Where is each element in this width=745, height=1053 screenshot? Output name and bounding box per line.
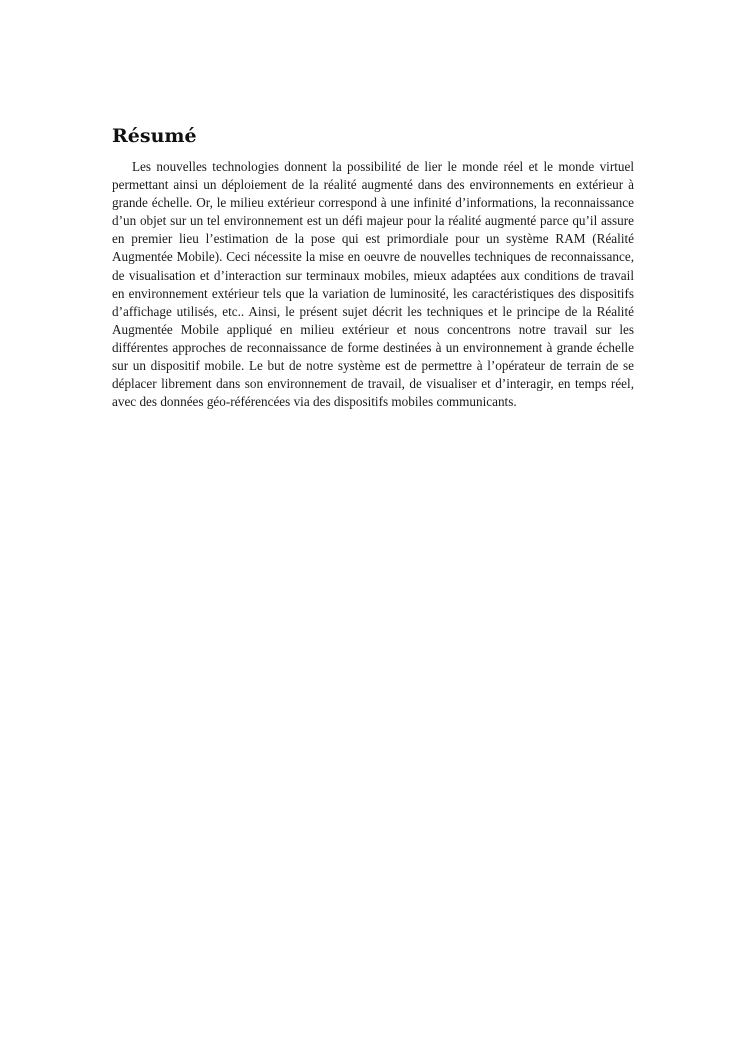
abstract-section bbox=[112, 124, 634, 411]
abstract-paragraph: Les nouvelles technologies donnent la possibilité de lier le monde réel et le monde virtuel permettant ainsi un déploiement de la réalité augmenté dans des environnements en extérieur à grande échelle. Or, le milieu extérieur correspond à une infinité d’informations, la reconnaissance d’un objet sur un tel environnement est un défi majeur pour la réalité augmenté parce qu’il assure en premier lieu l’estimation de la pose qui est primordiale pour un système RAM (Réalité Augmentée Mobile). Ceci nécessite la mise en oeuvre de nouvelles techniques de reconnaissance, de visualisation et d’interaction sur terminaux mobiles, mieux adaptées aux conditions de travail en environnement extérieur tels que la variation de luminosité, les caractéristiques des dispositifs d’affichage utilisés, etc.. Ainsi, le présent sujet décrit les techniques et le principe de la Réalité Augmentée Mobile appliqué en milieu extérieur et nous concentrons notre travail sur les différentes approches de reconnaissance de forme destinées à un environnement à grande échelle sur un dispositif mobile. Le but de notre système est de permettre à l’opérateur de terrain de se déplacer librement dans son environnement de travail, de visualiser et d’interagir, en temps réel, avec des données géo-référencées via des dispositifs mobiles communicants. bbox=[112, 159, 634, 410]
abstract-heading: Résumé bbox=[112, 125, 197, 147]
